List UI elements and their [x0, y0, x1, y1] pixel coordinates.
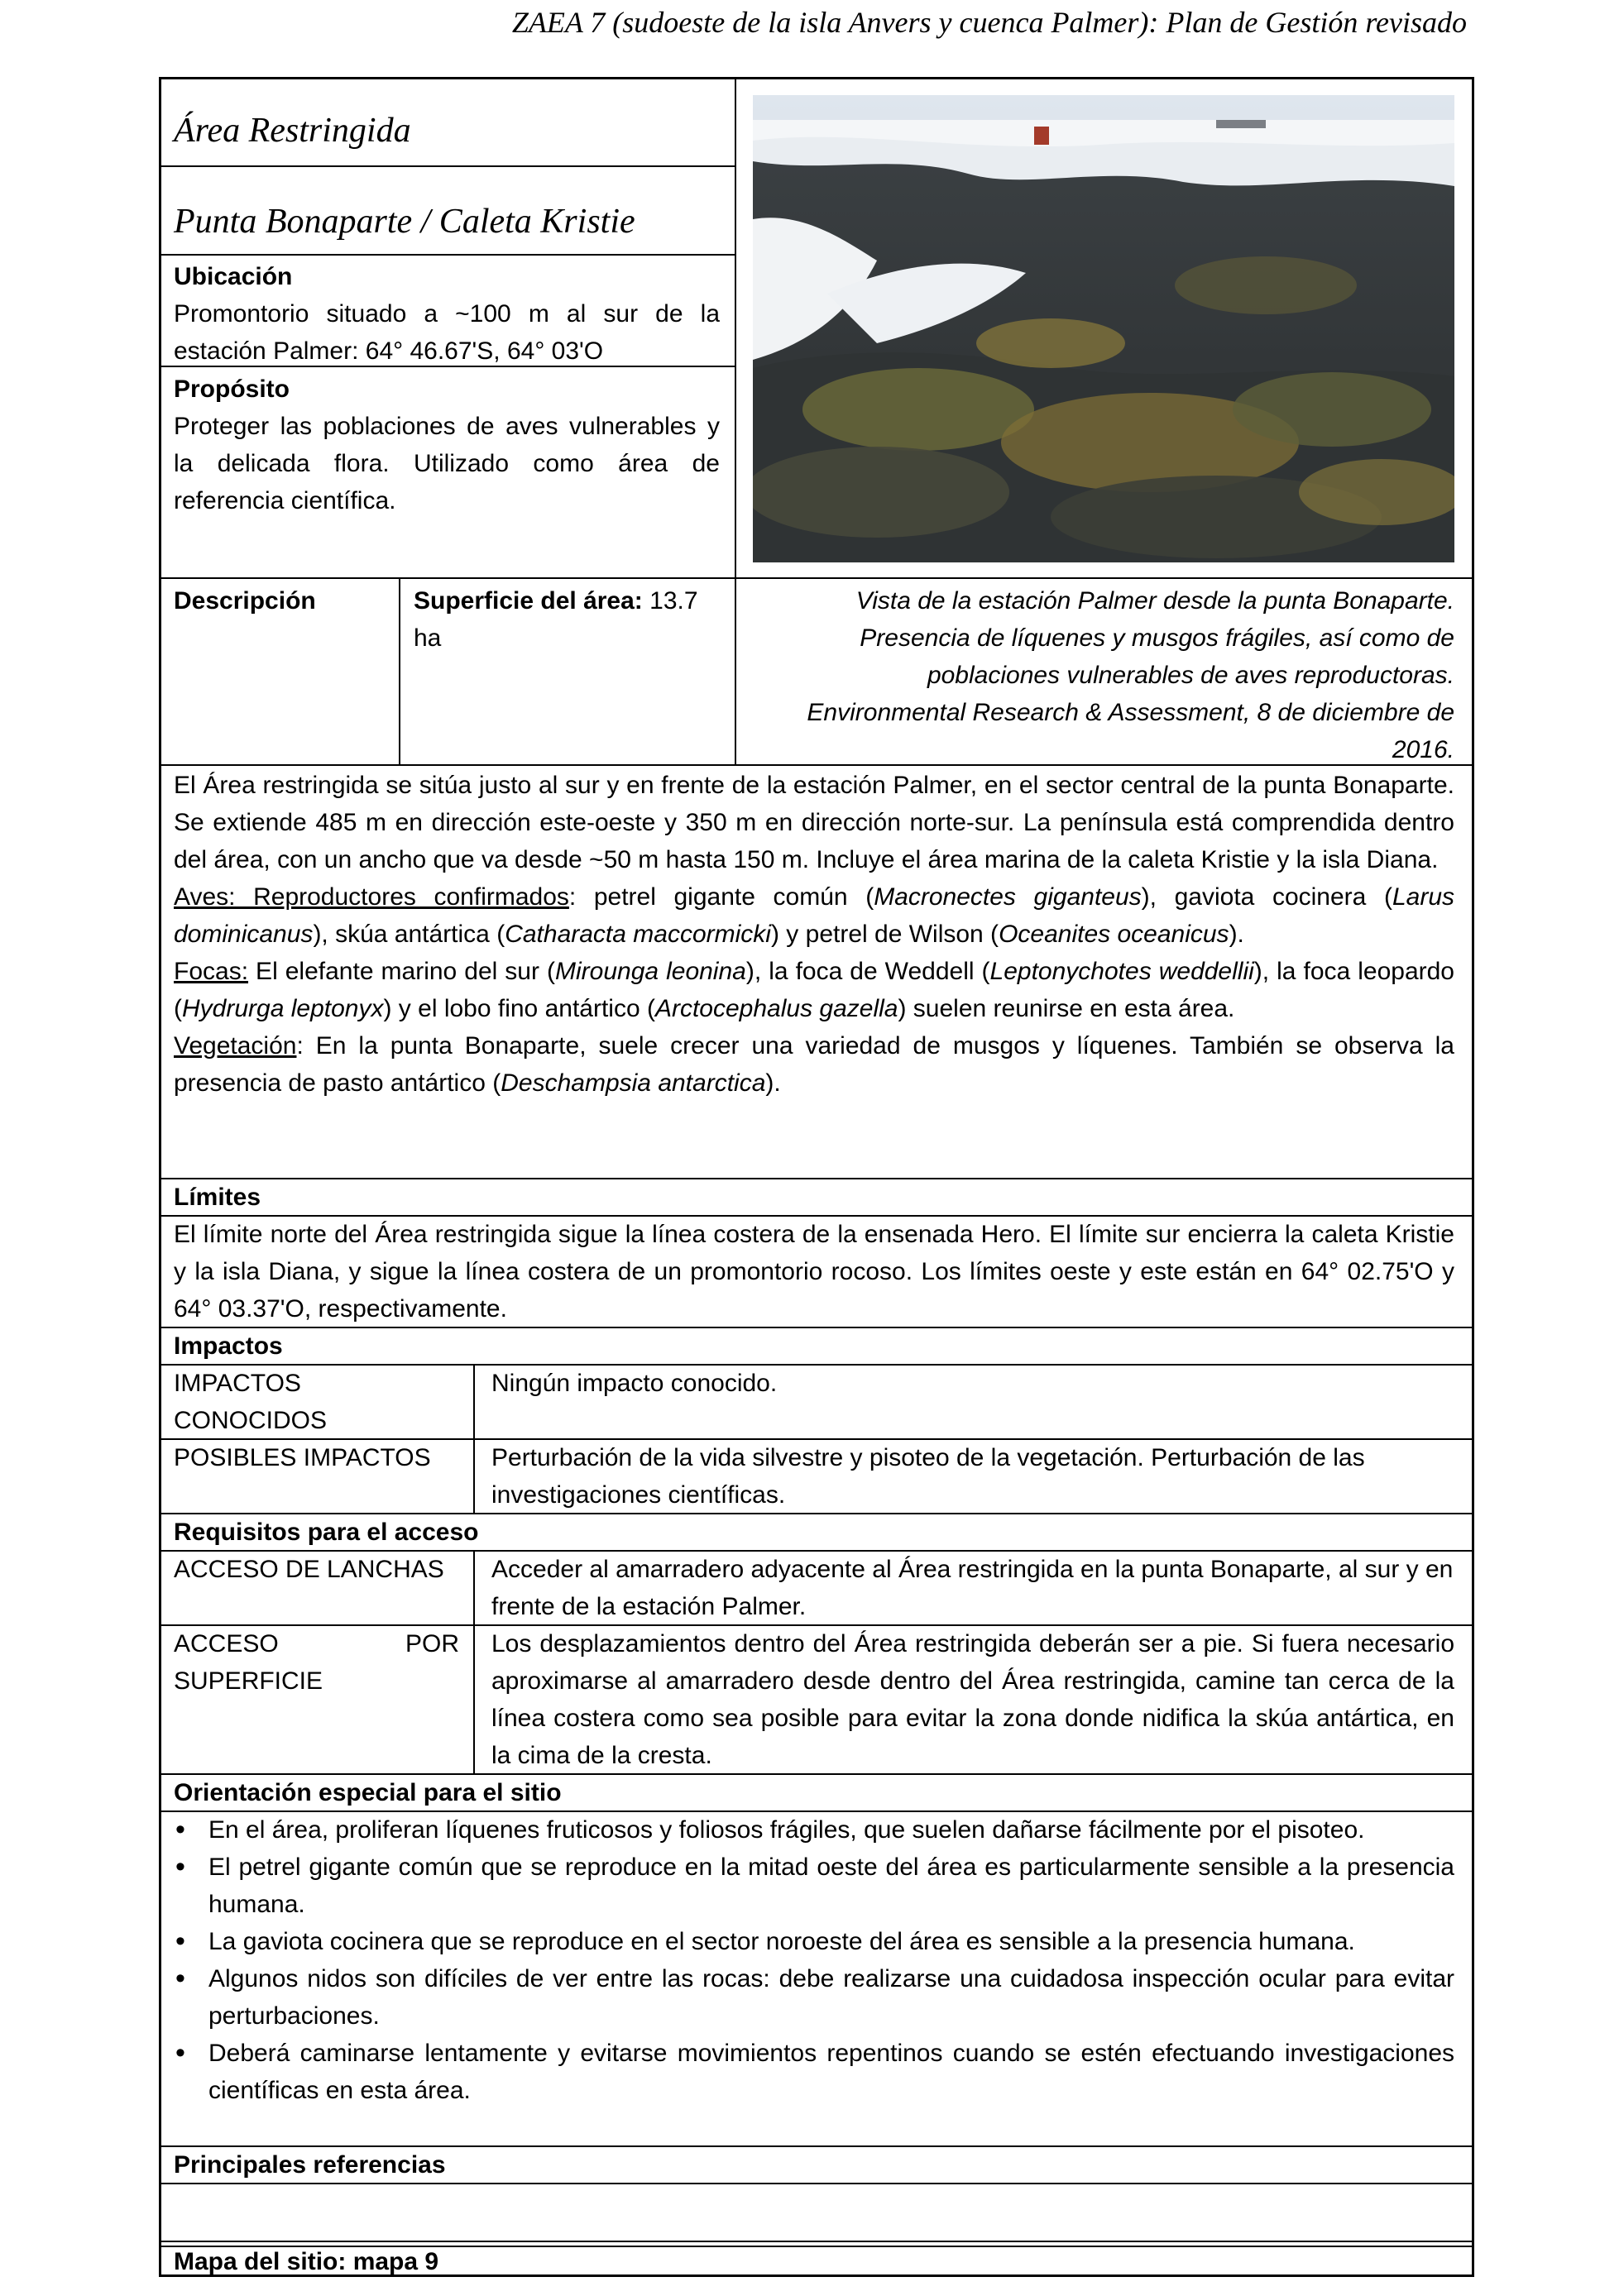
guidance-list [165, 1811, 1454, 2109]
photo-caption: Vista de la estación Palmer desde la punta Bonaparte. Presencia de líquenes y musgos frágiles, así como de poblaciones vulnerables de aves reproductoras. Environmental Research & Assessment, 8 de diciembre de 2016. [807, 587, 1454, 763]
species-name: Deschampsia antarctica [501, 1069, 766, 1097]
description-heading: Descripción [174, 587, 316, 615]
vegetation-label: Vegetación [174, 1032, 297, 1060]
species-name: Larus dominicanus [174, 883, 1454, 948]
purpose-text: Proteger las poblaciones de aves vulnerables y la delicada flora. Utilizado como área de referencia científica. [174, 413, 720, 514]
seals-paragraph: Focas: El elefante marino del sur (Mirounga leonina), la foca de Weddell (Leptonychotes weddellii), la foca leopardo (Hydrurga leptonyx) y el lobo fino antártico (Arctocephalus gazella) suelen reunirse en esta área. [174, 958, 1454, 1022]
impacts-heading: Impactos [174, 1332, 283, 1360]
species-name: Oceanites oceanicus [999, 921, 1229, 948]
area-category: Área Restringida [174, 112, 411, 150]
list-item: • El petrel gigante común que se reproduce en la mitad oeste del área es particularmente sensible a la presencia humana. [165, 1849, 1454, 1923]
seals-label: Focas: [174, 958, 249, 985]
site-photo [753, 95, 1454, 562]
divider [473, 1364, 475, 1513]
divider [473, 1550, 475, 1773]
purpose-heading: Propósito [174, 375, 290, 403]
area-name: Punta Bonaparte / Caleta Kristie [174, 203, 635, 241]
surface-label: Superficie del área: [414, 587, 643, 615]
species-name: Catharacta maccormicki [505, 921, 771, 948]
possible-impacts-label: POSIBLES IMPACTOS [174, 1444, 431, 1471]
limits-text: El límite norte del Área restringida sigue la línea costera de la ensenada Hero. El límite sur encierra la caleta Kristie y la isla Diana, y sigue la línea costera de un promontorio rocoso. Los límites oeste y este están en 64° 02.75'O y 64° 03.37'O, respectivamente. [174, 1221, 1454, 1323]
location-heading: Ubicación [174, 263, 293, 290]
divider [159, 1178, 1474, 1179]
references-heading: Principales referencias [174, 2151, 446, 2179]
divider [735, 77, 736, 765]
divider [159, 165, 736, 167]
boat-access-label: ACCESO DE LANCHAS [174, 1556, 444, 1583]
surface-access-text: Los desplazamientos dentro del Área restringida deberán ser a pie. Si fuera necesario aproximarse al amarradero desde dentro del Área restringida, camine tan cerca de la línea costera como sea posible para evitar la zona donde nidifica la skúa antártica, en la cima de la cresta. [491, 1630, 1454, 1769]
description-body [174, 767, 1454, 1102]
surface-value: 13.7 ha [414, 587, 698, 652]
species-name: Hydrurga leptonyx [182, 995, 384, 1022]
species-name: Arctocephalus gazella [654, 995, 898, 1022]
divider [399, 577, 400, 765]
birds-paragraph: Aves: Reproductores confirmados: petrel gigante común (Macronectes giganteus), gaviota cocinera (Larus dominicanus), skúa antártica (Catharacta maccormicki) y petrel de Wilson (Oceanites oceanicus). [174, 883, 1454, 948]
site-map-label: Mapa del sitio: mapa 9 [174, 2248, 439, 2275]
divider [159, 577, 1474, 579]
list-item: • Algunos nidos son difíciles de ver entre las rocas: debe realizarse una cuidadosa inspección ocular para evitar perturbaciones. [165, 1960, 1454, 2035]
location-text: Promontorio situado a ~100 m al sur de la estación Palmer: 64° 46.67'S, 64° 03'O [174, 300, 720, 365]
birds-label: Aves: Reproductores confirmados [174, 883, 569, 911]
vegetation-paragraph: Vegetación: En la punta Bonaparte, suele crecer una variedad de musgos y líquenes. También se observa la presencia de pasto antártico (Deschampsia antarctica). [174, 1032, 1454, 1097]
list-item: • En el área, proliferan líquenes fruticosos y foliosos frágiles, que suelen dañarse fácilmente por el pisoteo. [165, 1811, 1454, 1849]
page-header: ZAEA 7 (sudoeste de la isla Anvers y cuenca Palmer): Plan de Gestión revisado [511, 6, 1467, 39]
limits-heading: Límites [174, 1184, 261, 1211]
species-name: Mirounga leonina [555, 958, 746, 985]
surface-area [414, 582, 724, 657]
surface-access-label: ACCESO POR SUPERFICIE [174, 1630, 459, 1695]
possible-impacts-text: Perturbación de la vida silvestre y pisoteo de la vegetación. Perturbación de las investigaciones científicas. [491, 1444, 1365, 1509]
description-paragraph: El Área restringida se sitúa justo al sur y en frente de la estación Palmer, en el sector central de la punta Bonaparte. Se extiende 485 m en dirección este-oeste y 350 m en dirección norte-sur. La península está comprendida dentro del área, con un ancho que va desde ~50 m hasta 150 m. Incluye el área marina de la caleta Kristie y la isla Diana. [174, 772, 1454, 873]
boat-access-text: Acceder al amarradero adyacente al Área restringida en la punta Bonaparte, al sur y en frente de la estación Palmer. [491, 1556, 1454, 1620]
divider [159, 254, 736, 256]
divider [159, 2241, 1474, 2242]
list-item: • Deberá caminarse lentamente y evitarse movimientos repentinos cuando se estén efectuando investigaciones científicas en esta área. [165, 2035, 1454, 2109]
known-impacts-label: IMPACTOS CONOCIDOS [174, 1370, 328, 1434]
species-name: Macronectes giganteus [874, 883, 1142, 911]
known-impacts-text: Ningún impacto conocido. [491, 1370, 778, 1397]
list-item: • La gaviota cocinera que se reproduce en el sector noroeste del área es sensible a la presencia humana. [165, 1923, 1454, 1960]
species-name: Leptonychotes weddellii [989, 958, 1254, 985]
guidance-heading: Orientación especial para el sitio [174, 1779, 562, 1806]
access-heading: Requisitos para el acceso [174, 1519, 479, 1546]
